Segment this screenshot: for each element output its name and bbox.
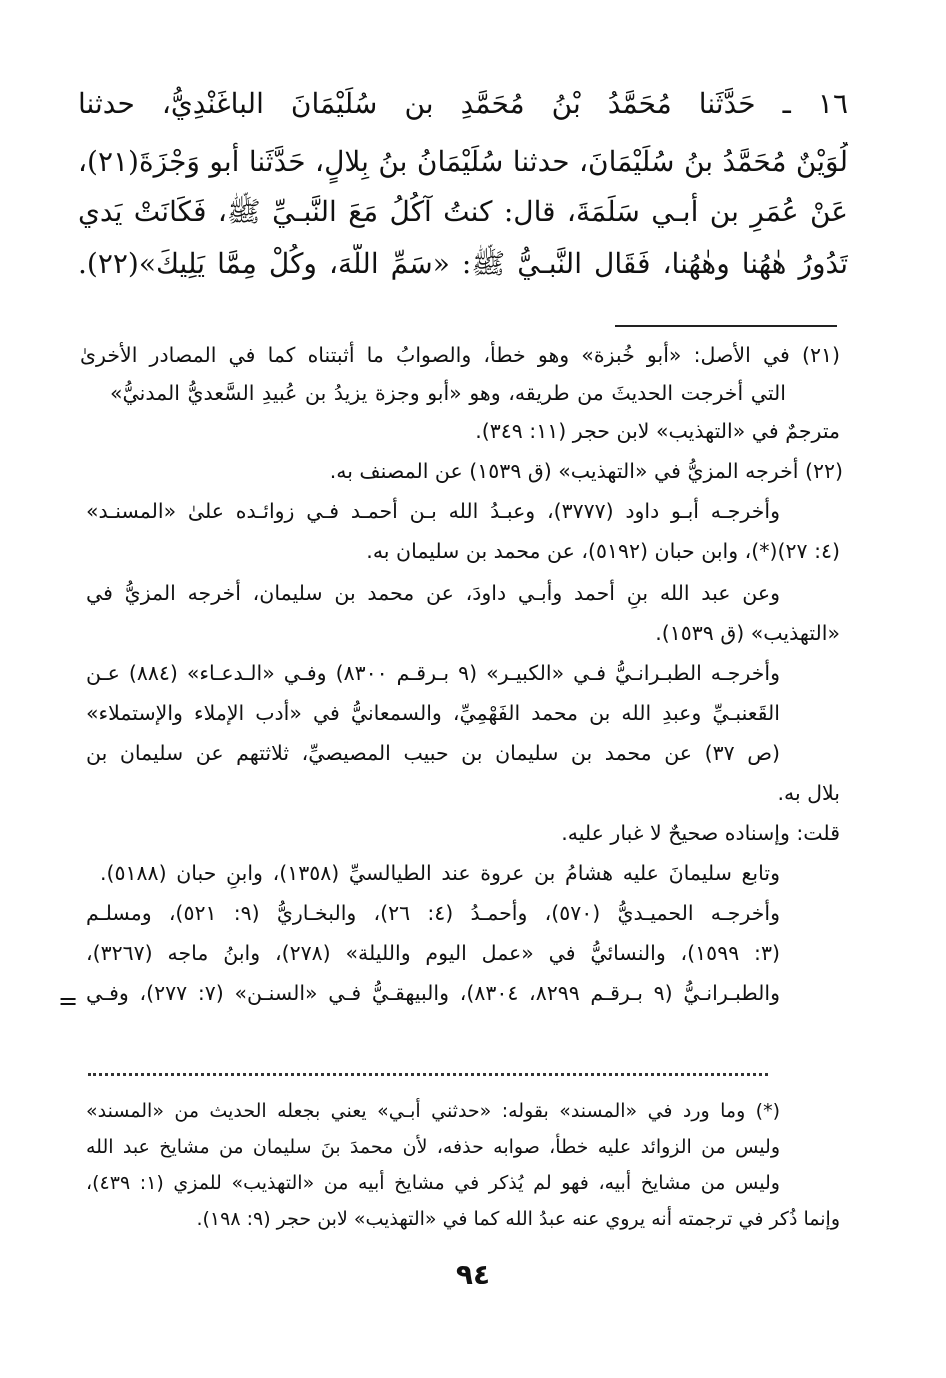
hadith-text xyxy=(78,0,848,290)
footnote-line: (٢٢) أخرجه المزيُّ في «التهذيب» (ق ١٥٣٩) عن المصنف به. xyxy=(329,459,843,483)
continuation-mark: = xyxy=(58,987,79,1015)
hadith-line: ١٦ ـ حَدَّثَنا مُحَمَّدُ بْنُ مُحَمَّدِ بن سُلَيْمَانَ الباغَنْدِيُّ، حدثنا xyxy=(78,87,848,120)
footnote-line: بلال به. xyxy=(777,781,840,805)
footnote-line: قلت: وإسناده صحيحٌ لا غبار عليه. xyxy=(561,821,840,845)
footnote-line: وتابع سليمانَ عليه هشامُ بن عروة عند الطيالسيِّ (١٣٥٨)، وابنِ حبان (٥١٨٨). xyxy=(100,861,780,885)
footnote-line: وأخرجـه أبـو داود (٣٧٧٧)، وعبـدُ الله بـن أحمـد فـي زوائـده علىٰ «المسنـد» xyxy=(86,499,780,523)
sub-footnote-line: وليس من مشايخ أبيه، فهو لم يُذكر في مشايخ أبيه من «التهذيب» للمزي (١: ٤٣٩)، xyxy=(86,1172,780,1194)
hadith-line: لُوَيْنٌ مُحَمَّدُ بنُ سُلَيْمَانَ، حدثنا سُلَيْمَانُ بنُ بِلالٍ، حَدَّثَنا أبو وَجْزَةَ(٢١)، xyxy=(78,145,848,178)
hadith-line: عَنْ عُمَرِ بن أَبـي سَلَمَةَ، قال: كنتُ آكُلُ مَعَ النَّبـيِّ ﷺ، فَكَانَتْ يَدي xyxy=(78,195,848,228)
page-number: ٩٤ xyxy=(455,1258,491,1291)
footnote-line: وأخرجـه الحميـديُّ (٥٧٠)، وأحمـدُ (٤: ٢٦)، والبخـاريُّ (٩: ٥٢١)، ومسلـم xyxy=(86,901,780,925)
footnote-line: «التهذيب» (ق ١٥٣٩). xyxy=(655,621,840,645)
sub-footnote-line: وإنما ذُكر في ترجمته أنه يروي عنه عبدُ الله كما في «التهذيب» لابن حجر (٩: ١٩٨). xyxy=(196,1208,840,1230)
footnote-line: وأخرجـه الطبـرانـيُّ فـي «الكبيـر» (٩ بـرقـم ٨٣٠٠) وفـي «الـدعـاء» (٨٨٤) عـن xyxy=(86,661,780,685)
footnote-line: القَعنبـيِّ وعبدِ الله بن محمد الفَهْمِيِّ، والسمعانيُّ في «أدب الإملاء والإستملاء» xyxy=(86,701,780,725)
footnote-line: وعن عبد الله بنِ أحمد وأبـي داودَ، عن محمد بن سليمان، أخرجه المزيُّ في xyxy=(86,581,780,605)
sub-footnote-line: (*) وما ورد في «المسند» بقوله: «حدثني أبـي» يعني بجعله الحديث من «المسند» xyxy=(86,1100,780,1122)
footnote-line: مترجمٌ في «التهذيب» لابن حجر (١١: ٣٤٩). xyxy=(475,419,840,443)
footnote-line: (٤: ٢٧)(*)، وابن حبان (٥١٩٢)، عن محمد بن سليمان به. xyxy=(366,539,840,563)
hadith-line: تَدُورُ هٰهُنا وهٰهُنا، فَقَال النَّبـيُّ ﷺ: «سَمِّ اللَّهَ، وكُلْ مِمَّا يَلِيكَ»(٢٢). xyxy=(78,247,848,280)
footnote-line: (٣: ١٥٩٩)، والنسائيُّ في «عمل اليوم والليلة» (٢٧٨)، وابنُ ماجه (٣٢٦٧)، xyxy=(86,941,780,965)
footnote-line: (٢١) في الأصل: «أبو خُبزة» وهو خطأٌ، والصوابُ ما أثبتناه كما في المصادر الأخرىٰ xyxy=(80,343,840,367)
footnote-line: التي أخرجت الحديثَ من طريقه، وهو «أبو وجزة يزيدُ بن عُبيدِ السَّعديُّ المدنيُّ» xyxy=(110,381,786,405)
footnote-separator xyxy=(615,325,837,327)
footnote-line: والطبـرانـيُّ (٩ بـرقـم ٨٢٩٩، ٨٣٠٤)، والبيهقـيُّ فـي «السنـن» (٧: ٢٧٧)، وفـي xyxy=(86,981,780,1005)
sub-footnote-line: وليس من الزوائد عليه خطأ، صوابه حذفه، لأن محمدَ بنَ سليمان من مشايخ عبد الله xyxy=(86,1136,780,1158)
footnote-line: (ص ٣٧) عن محمد بن سليمان بن حبيب المصيصيِّ، ثلاثتهم عن سليمان بن xyxy=(86,741,780,765)
dotted-separator xyxy=(88,1073,768,1080)
